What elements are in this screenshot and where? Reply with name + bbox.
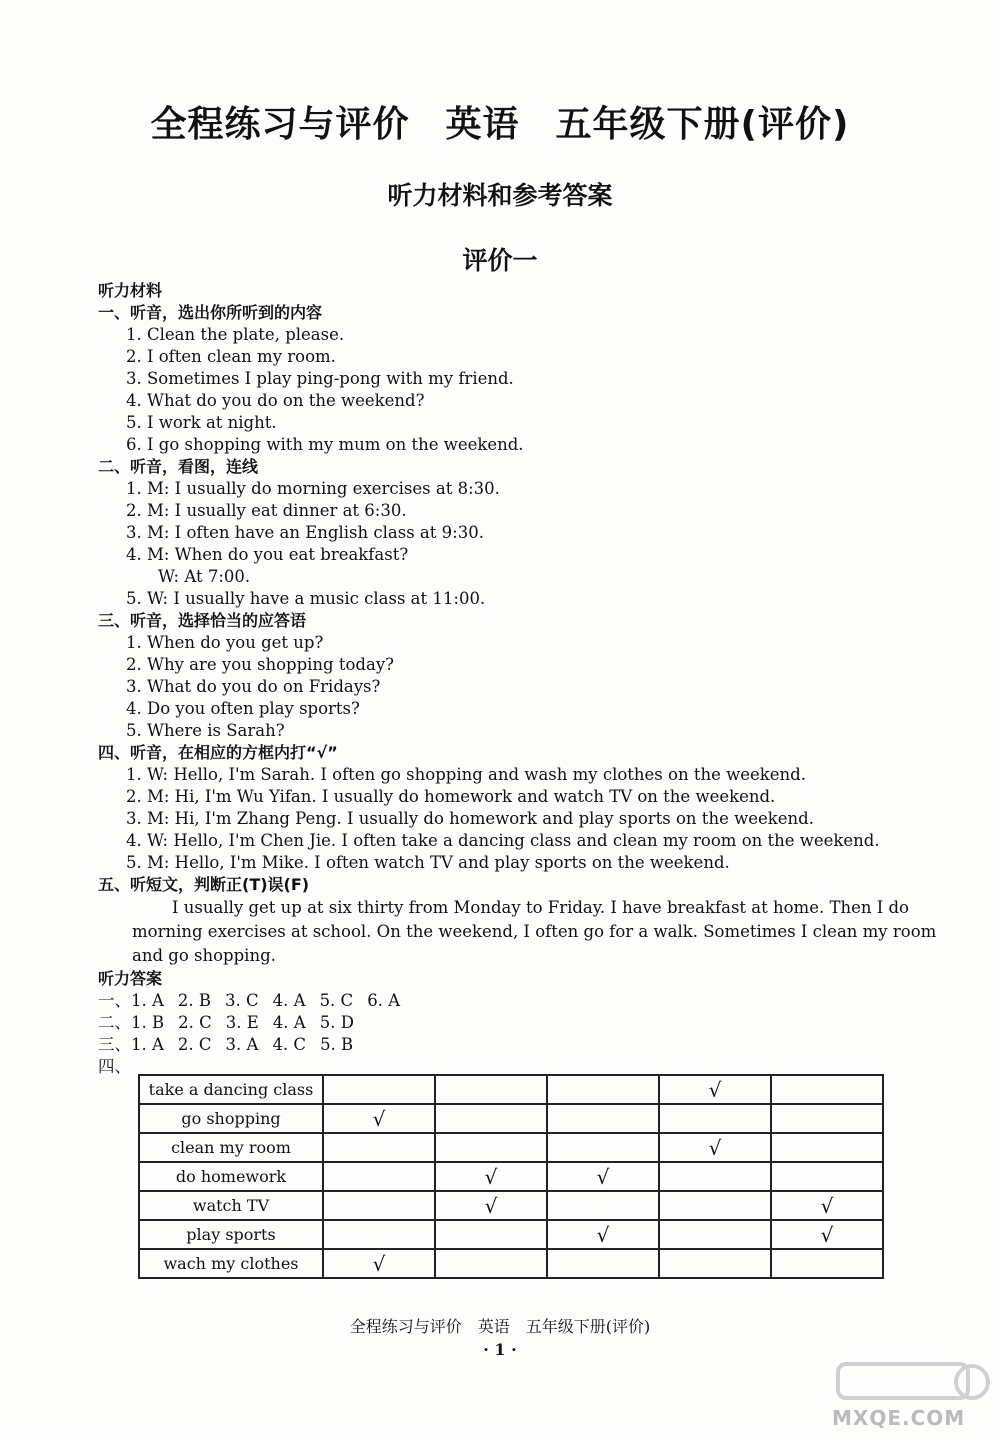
- answer-row: [98, 1012, 938, 1034]
- footer-book: 全程练习与评价: [349, 1317, 462, 1336]
- answer-table: [138, 1074, 884, 1279]
- empty-cell: [323, 1162, 435, 1191]
- answer: 6. A: [367, 991, 401, 1010]
- list-item: 4. Do you often play sports?: [126, 699, 360, 718]
- answer: 5. B: [320, 1035, 354, 1054]
- listening-material-label: 听力材料: [98, 281, 163, 300]
- list-item: 4. What do you do on the weekend?: [126, 391, 425, 410]
- title-subject: 英语: [445, 104, 520, 145]
- empty-cell: [435, 1075, 547, 1104]
- answer: 1. A: [131, 1035, 164, 1054]
- list-item: 4. W: Hello, I'm Chen Jie. I often take a dancing class and clean my room on the weekend.: [126, 831, 880, 850]
- check-mark-cell: √: [323, 1104, 435, 1133]
- activity-label: do homework: [139, 1162, 323, 1191]
- empty-cell: [547, 1249, 659, 1278]
- empty-cell: [659, 1191, 771, 1220]
- list-item: 2. M: Hi, I'm Wu Yifan. I usually do homework and watch TV on the weekend.: [126, 787, 776, 806]
- answer: 4. C: [272, 1035, 307, 1054]
- empty-cell: [323, 1191, 435, 1220]
- empty-cell: [771, 1075, 883, 1104]
- activity-label: wach my clothes: [139, 1249, 323, 1278]
- section-heading: 二、听音，看图，连线: [98, 457, 259, 476]
- list-item: 5. Where is Sarah?: [126, 721, 285, 740]
- footer-subject: 英语: [477, 1317, 510, 1336]
- activity-label: take a dancing class: [139, 1075, 323, 1104]
- watermark-text: MXQE.COM: [832, 1406, 966, 1430]
- empty-cell: [547, 1104, 659, 1133]
- footer-grade: 五年级下册(评价): [525, 1317, 651, 1336]
- check-mark-cell: √: [547, 1162, 659, 1191]
- page-number: · 1 ·: [483, 1340, 517, 1359]
- list-item: 6. I go shopping with my mum on the weekend.: [126, 435, 524, 454]
- answer: 4. A: [272, 1013, 306, 1032]
- list-item: 5. I work at night.: [126, 413, 277, 432]
- empty-cell: [323, 1075, 435, 1104]
- main-content: [98, 280, 938, 1078]
- evaluation-heading: 评价一: [462, 246, 538, 275]
- section-heading: 三、听音，选择恰当的应答语: [98, 611, 307, 630]
- check-mark-cell: √: [435, 1162, 547, 1191]
- page-footer: [0, 1314, 1000, 1337]
- empty-cell: [771, 1162, 883, 1191]
- empty-cell: [435, 1220, 547, 1249]
- activity-label: watch TV: [139, 1191, 323, 1220]
- check-mark-cell: √: [659, 1075, 771, 1104]
- empty-cell: [435, 1133, 547, 1162]
- list-item: 4. M: When do you eat breakfast?: [126, 545, 409, 564]
- subtitle: 听力材料和参考答案: [387, 181, 613, 210]
- list-item: W: At 7:00.: [158, 567, 251, 586]
- list-item: 1. M: I usually do morning exercises at 8:30.: [126, 479, 500, 498]
- section-heading: 四、听音，在相应的方框内打“√”: [98, 743, 338, 762]
- activity-label: go shopping: [139, 1104, 323, 1133]
- empty-cell: [659, 1104, 771, 1133]
- check-mark-cell: √: [435, 1191, 547, 1220]
- answer-prefix: 二、: [98, 1013, 131, 1032]
- list-item: 5. W: I usually have a music class at 11:00.: [126, 589, 486, 608]
- answer: 5. D: [319, 1013, 354, 1032]
- check-mark-cell: √: [547, 1220, 659, 1249]
- check-mark-cell: √: [659, 1133, 771, 1162]
- answer: 2. B: [177, 991, 212, 1010]
- list-item: 1. When do you get up?: [126, 633, 324, 652]
- table-row: [139, 1220, 883, 1249]
- empty-cell: [435, 1249, 547, 1278]
- answer: 1. B: [131, 1013, 165, 1032]
- table-row: [139, 1133, 883, 1162]
- answer: 5. C: [319, 991, 354, 1010]
- list-item: 2. Why are you shopping today?: [126, 655, 394, 674]
- list-item: 2. M: I usually eat dinner at 6:30.: [126, 501, 407, 520]
- list-item: 3. M: Hi, I'm Zhang Peng. I usually do homework and play sports on the weekend.: [126, 809, 814, 828]
- check-mark-cell: √: [323, 1249, 435, 1278]
- table-row: [139, 1162, 883, 1191]
- empty-cell: [659, 1162, 771, 1191]
- activity-label: clean my room: [139, 1133, 323, 1162]
- section-heading: 一、听音，选出你所听到的内容: [98, 303, 323, 322]
- empty-cell: [771, 1133, 883, 1162]
- empty-cell: [771, 1104, 883, 1133]
- answer: 3. A: [225, 1035, 259, 1054]
- empty-cell: [547, 1133, 659, 1162]
- table-row: [139, 1075, 883, 1104]
- table-row: [139, 1249, 883, 1278]
- empty-cell: [547, 1191, 659, 1220]
- empty-cell: [547, 1075, 659, 1104]
- empty-cell: [659, 1220, 771, 1249]
- table-prefix: 四、: [98, 1057, 131, 1076]
- title-grade: 五年级下册(评价): [555, 104, 850, 145]
- table-row: [139, 1104, 883, 1133]
- table-row: [139, 1191, 883, 1220]
- check-mark-cell: √: [771, 1191, 883, 1220]
- list-item: 3. M: I often have an English class at 9:30.: [126, 523, 484, 542]
- answer: 3. C: [225, 991, 259, 1010]
- answer: 3. E: [225, 1013, 259, 1032]
- answer: 4. A: [272, 991, 306, 1010]
- empty-cell: [659, 1249, 771, 1278]
- answer: 2. C: [178, 1013, 212, 1032]
- list-item: 3. Sometimes I play ping-pong with my friend.: [126, 369, 514, 388]
- list-item: 1. Clean the plate, please.: [126, 325, 345, 344]
- answer: 1. A: [131, 991, 164, 1010]
- answers-label: 听力答案: [98, 969, 163, 988]
- answer-row: [98, 1034, 938, 1056]
- section-heading: 五、听短文，判断正(T)误(F): [98, 875, 310, 894]
- answer-prefix: 三、: [98, 1035, 131, 1054]
- check-mark-cell: √: [771, 1220, 883, 1249]
- page-title: [0, 96, 1000, 147]
- answer: 2. C: [177, 1035, 212, 1054]
- empty-cell: [435, 1104, 547, 1133]
- empty-cell: [323, 1133, 435, 1162]
- empty-cell: [771, 1249, 883, 1278]
- list-item: 1. W: Hello, I'm Sarah. I often go shopping and wash my clothes on the weekend.: [126, 765, 806, 784]
- list-item: 5. M: Hello, I'm Mike. I often watch TV and play sports on the weekend.: [126, 853, 730, 872]
- empty-cell: [323, 1220, 435, 1249]
- activity-label: play sports: [139, 1220, 323, 1249]
- list-item: 3. What do you do on Fridays?: [126, 677, 381, 696]
- title-book: 全程练习与评价: [150, 104, 410, 145]
- list-item: 2. I often clean my room.: [126, 347, 336, 366]
- answer-prefix: 一、: [98, 991, 131, 1010]
- passage: I usually get up at six thirty from Monday to Friday. I have breakfast at home. Then I do morning exercises at school. On the weekend, I often go for a walk. Sometimes I clean my room and go shopping.: [132, 898, 937, 965]
- answer-row: [98, 990, 938, 1012]
